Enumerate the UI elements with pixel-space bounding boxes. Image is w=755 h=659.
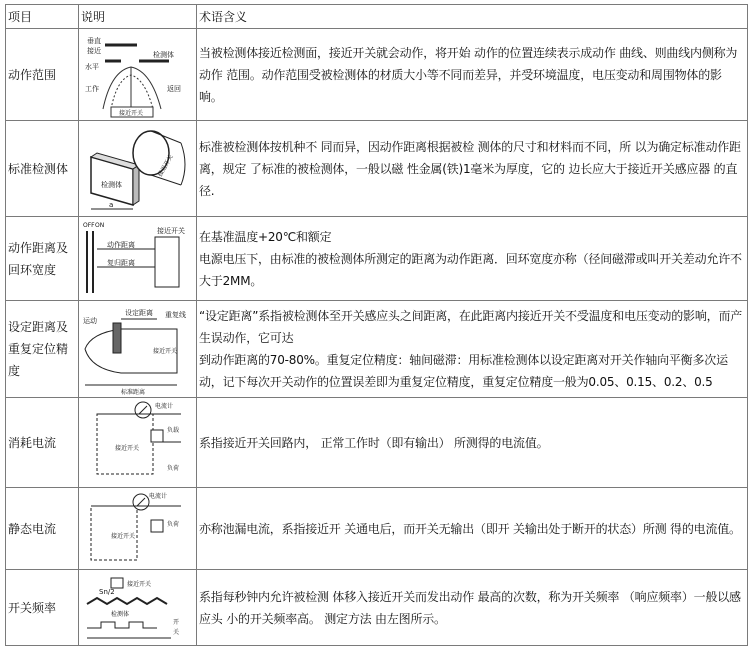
table-row	[6, 217, 748, 301]
label-proximity-switch: 接近开关	[153, 347, 178, 355]
description-text: 标准被检测体按机种不 同而异，因动作距离根据被检 测体的尺寸和材料而不同，所 以为确定标准动作距离，规定 了标准的被检测体，一般以磁 性金属(铁)1毫米为厚度，它的 边长应大于接近开关感应器 的直径.	[199, 139, 741, 198]
term-cell: 设定距离及重复定位精度	[6, 301, 79, 398]
description-cell	[197, 217, 748, 301]
label-approach: 接近	[87, 46, 101, 55]
figure-cell	[79, 488, 197, 570]
label-ammeter: 电流计	[155, 402, 174, 410]
description-text: 当被检测体接近检测面，接近开关就会动作，将开始 动作的位置连续表示成动作 曲线、则曲线内侧称为动作 范围。动作范围受被检测体的材质大小等不同而差异，并受环境温度，电压变动和周围物体的影响。	[199, 45, 738, 104]
term-cell: 静态电流	[6, 488, 79, 570]
figure-cell	[79, 301, 197, 398]
label-target: 检测体	[101, 180, 122, 189]
label-proximity-switch: 接近开关	[111, 532, 136, 540]
figure-cell	[79, 398, 197, 488]
label-proximity-switch: 接近开关	[156, 153, 175, 178]
label-burden: 负荷	[167, 520, 180, 528]
description-cell	[197, 570, 748, 646]
label-standard-distance: 标准距离	[121, 388, 146, 396]
setting-distance-diagram	[81, 303, 193, 396]
label-vertical: 垂直	[87, 36, 101, 45]
label-side-a: a	[109, 200, 114, 209]
label-reset-distance: 复归距离	[107, 258, 135, 267]
description-line-2: 到动作距离的70-80%。重复定位精度：轴间磁滞：用标准检测体以设定距离对开关作轴向平衡多次运动，记下每次开关动作的位置误差即为重复定位精度，重复定位精度一般为0.05、0.15、0.2、0.5	[199, 353, 728, 389]
label-proximity-switch: 接近开关	[115, 444, 140, 452]
description-cell	[197, 398, 748, 488]
label-burden: 负荷	[167, 464, 180, 472]
label-on: ON	[95, 221, 105, 229]
static-current-circuit	[81, 490, 193, 568]
figure-cell	[79, 570, 197, 646]
terms-table	[5, 4, 748, 646]
term-cell: 标准检测体	[6, 121, 79, 217]
standard-target-diagram	[81, 123, 193, 215]
table-row	[6, 488, 748, 570]
figure-cell	[79, 217, 197, 301]
operating-range-diagram	[81, 31, 193, 119]
label-motion: 运动	[83, 316, 97, 325]
label-on: 开	[173, 618, 180, 626]
label-operate: 工作	[85, 84, 99, 93]
term-cell: 开关频率	[6, 570, 79, 646]
description-text: 亦称池漏电流，系指接近开 关通电后，而开关无输出（即开 关输出处于断开的状态）所测 得的电流值。	[199, 521, 741, 536]
description-cell	[197, 488, 748, 570]
description-cell	[197, 301, 748, 398]
switching-frequency-diagram	[81, 572, 193, 644]
description-cell	[197, 121, 748, 217]
term-cell: 消耗电流	[6, 398, 79, 488]
label-repeat-line: 重复线	[165, 310, 186, 319]
description-cell	[197, 29, 748, 121]
label-half-sn: Sn/2	[99, 587, 115, 596]
header-row	[6, 5, 748, 29]
description-line-1: “设定距离”系指被检测体至开关感应头之间距离，在此距离内接近开关不受温度和电压变动的影响，而产生误动作，它可达	[199, 309, 743, 345]
label-target: 检测体	[153, 50, 174, 59]
description-text: 系指接近开关回路内， 正常工作时（即有输出） 所测得的电流值。	[199, 435, 549, 450]
label-load: 负载	[167, 426, 180, 434]
description-line-1: 在基准温度+20℃和额定	[199, 229, 332, 244]
figure-cell	[79, 121, 197, 217]
label-horizontal: 水平	[85, 62, 99, 71]
term-cell: 动作距离及回环宽度	[6, 217, 79, 301]
table-row	[6, 570, 748, 646]
header-term: 项目	[6, 5, 79, 29]
description-text: 系指每秒钟内允许被检测 体移入接近开关而发出动作 最高的次数，称为开关频率 （响应频率）一般以感应头 小的开关频率高。 测定方法 由左图所示。	[199, 589, 741, 626]
table-row	[6, 29, 748, 121]
label-target: 检测体	[111, 610, 130, 618]
label-operating-distance: 动作距离	[107, 240, 135, 249]
label-off: OFF	[83, 221, 95, 229]
consumption-current-circuit	[81, 400, 193, 486]
label-ammeter: 电流计	[149, 492, 168, 500]
label-return: 返回	[167, 84, 181, 93]
operating-distance-diagram	[81, 219, 193, 299]
header-description: 术语含义	[197, 5, 748, 29]
table-row	[6, 301, 748, 398]
label-setting-distance: 设定距离	[125, 308, 153, 317]
table-row	[6, 121, 748, 217]
figure-cell	[79, 29, 197, 121]
label-off: 关	[173, 628, 180, 636]
label-proximity-switch: 接近开关	[157, 226, 185, 235]
description-line-2: 电源电压下，由标准的被检测体所测定的距离为动作距离．回环宽度亦称（径间磁滞或叫开关差动允许不大于2MM。	[199, 251, 742, 288]
label-proximity-switch: 接近开关	[127, 580, 152, 588]
table-row	[6, 398, 748, 488]
term-cell: 动作范围	[6, 29, 79, 121]
label-proximity-switch: 接近开关	[119, 109, 144, 117]
header-figure: 说明	[79, 5, 197, 29]
